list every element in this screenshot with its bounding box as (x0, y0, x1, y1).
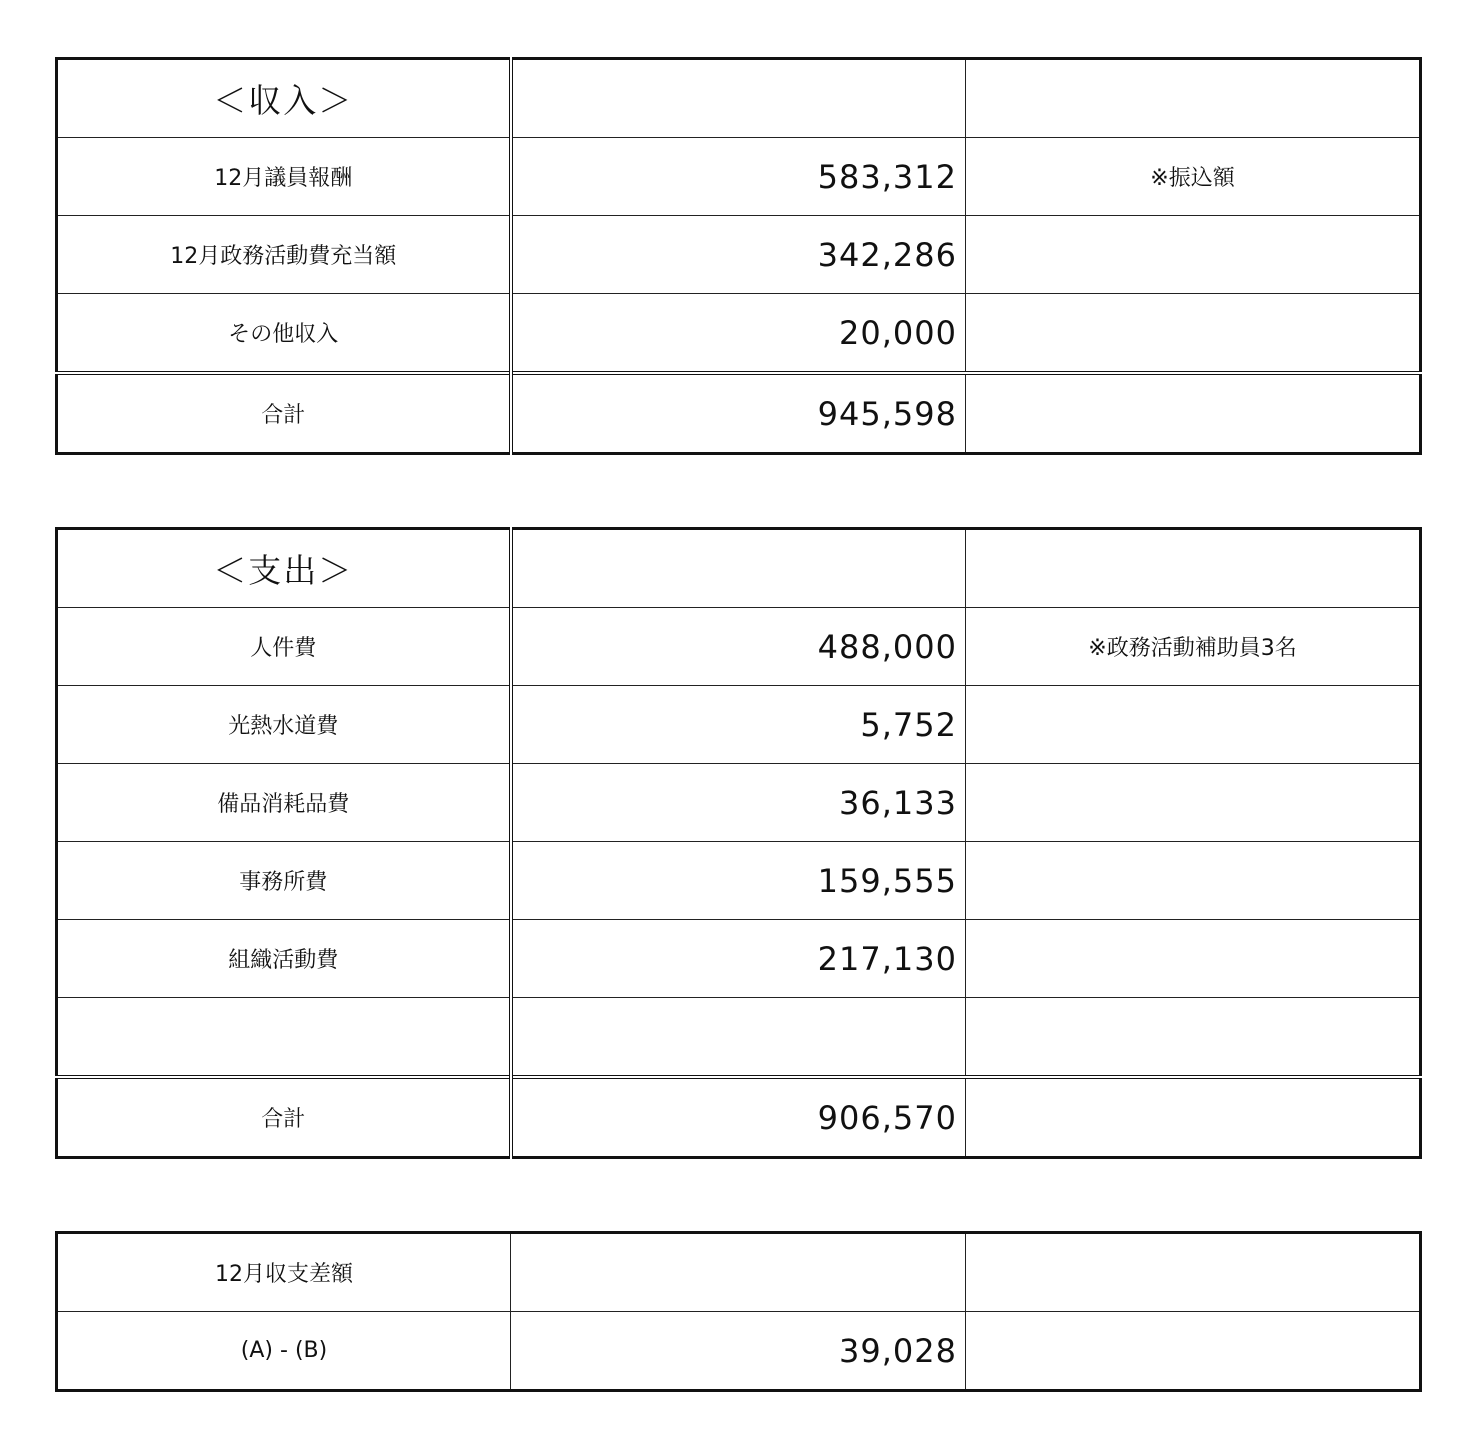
income-row-note (966, 294, 1421, 374)
table-row (57, 998, 1421, 1078)
expense-header-row (57, 529, 1421, 608)
balance-header-note-cell (966, 1233, 1421, 1312)
income-row-label: その他収入 (57, 294, 511, 374)
income-row-note (966, 216, 1421, 294)
balance-table (55, 1231, 1422, 1392)
expense-total-label: 合計 (57, 1077, 511, 1158)
income-table (55, 57, 1422, 455)
expense-row-amount: 159,555 (511, 842, 966, 920)
table-row (57, 216, 1421, 294)
expense-row-amount: 217,130 (511, 920, 966, 998)
expense-total-note (966, 1077, 1421, 1158)
balance-header-row (57, 1233, 1421, 1312)
balance-header-amount-cell (511, 1233, 966, 1312)
income-total-note (966, 373, 1421, 454)
balance-row (57, 1312, 1421, 1391)
expense-row-label (57, 998, 511, 1078)
expense-row-note (966, 686, 1421, 764)
expense-header: ＜支出＞ (57, 529, 511, 608)
expense-row-note (966, 998, 1421, 1078)
expense-table (55, 527, 1422, 1159)
expense-row-label: 組織活動費 (57, 920, 511, 998)
expense-row-label: 事務所費 (57, 842, 511, 920)
expense-row-note: ※政務活動補助員3名 (966, 608, 1421, 686)
expense-row-note (966, 764, 1421, 842)
income-header: ＜収入＞ (57, 59, 511, 138)
balance-label: 12月収支差額 (57, 1233, 511, 1312)
expense-row-label: 光熱水道費 (57, 686, 511, 764)
income-row-note: ※振込額 (966, 138, 1421, 216)
expense-row-amount: 5,752 (511, 686, 966, 764)
expense-total-amount: 906,570 (511, 1077, 966, 1158)
income-row-label: 12月議員報酬 (57, 138, 511, 216)
table-row (57, 686, 1421, 764)
income-header-row (57, 59, 1421, 138)
expense-row-label: 人件費 (57, 608, 511, 686)
table-row (57, 294, 1421, 374)
table-row (57, 764, 1421, 842)
income-row-amount: 342,286 (511, 216, 966, 294)
table-row (57, 920, 1421, 998)
expense-header-amount-cell (511, 529, 966, 608)
income-header-note-cell (966, 59, 1421, 138)
income-total-label: 合計 (57, 373, 511, 454)
expense-header-note-cell (966, 529, 1421, 608)
income-row-amount: 20,000 (511, 294, 966, 374)
income-total-amount: 945,598 (511, 373, 966, 454)
expense-total-row (57, 1077, 1421, 1158)
balance-formula: (A) - (B) (57, 1312, 511, 1391)
expense-row-amount: 36,133 (511, 764, 966, 842)
table-row (57, 842, 1421, 920)
expense-row-label: 備品消耗品費 (57, 764, 511, 842)
balance-amount: 39,028 (511, 1312, 966, 1391)
expense-row-note (966, 920, 1421, 998)
income-row-amount: 583,312 (511, 138, 966, 216)
table-row (57, 608, 1421, 686)
expense-row-note (966, 842, 1421, 920)
expense-row-amount (511, 998, 966, 1078)
income-row-label: 12月政務活動費充当額 (57, 216, 511, 294)
income-total-row (57, 373, 1421, 454)
income-header-amount-cell (511, 59, 966, 138)
balance-note (966, 1312, 1421, 1391)
table-row (57, 138, 1421, 216)
expense-row-amount: 488,000 (511, 608, 966, 686)
